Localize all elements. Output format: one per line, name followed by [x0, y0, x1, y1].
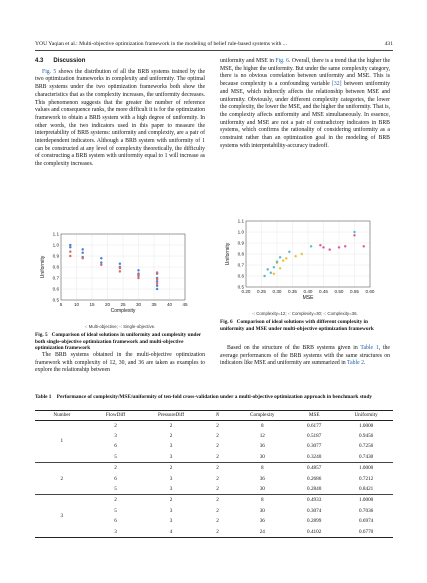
- data-point: [279, 267, 281, 269]
- table-cell: 6: [114, 443, 117, 450]
- paragraph-table-reference: [220, 345, 390, 368]
- x-tick-label: 0.45: [319, 289, 328, 294]
- table-cell: 2: [216, 433, 219, 440]
- col-header: Complexity: [235, 411, 289, 421]
- data-point: [329, 249, 331, 251]
- table-cell: 3: [169, 486, 173, 493]
- table-cell: 2: [216, 486, 219, 493]
- running-header: [35, 41, 393, 47]
- table-cell: 3: [114, 433, 117, 440]
- data-point: [119, 263, 121, 265]
- x-tick-label: 10: [73, 302, 80, 307]
- table-cell: 0.7036: [358, 507, 374, 514]
- col-header: Uniformity: [339, 411, 393, 421]
- table-row: [35, 473, 393, 483]
- data-point: [100, 257, 102, 259]
- data-point: [285, 257, 287, 259]
- table-cell: 0.6177: [289, 420, 339, 431]
- table-cell: 2: [142, 495, 199, 506]
- table-cell: 2: [200, 526, 236, 537]
- y-tick-label: 0.7: [237, 262, 244, 268]
- section-number: 4.3: [35, 58, 44, 64]
- table-cell: 2: [216, 518, 219, 525]
- x-axis-label: Complexity: [110, 308, 136, 314]
- table-cell: 1.0000: [339, 420, 393, 431]
- page-number: 431: [384, 41, 393, 47]
- table-cell: 0.6974: [358, 518, 374, 525]
- table-cell: 2: [142, 463, 199, 474]
- table-cell: 30: [259, 486, 265, 493]
- table-row: [35, 441, 393, 451]
- citation-link[interactable]: [32]: [331, 81, 342, 88]
- fig6-caption: [220, 319, 390, 332]
- data-point: [319, 244, 321, 246]
- table-cell: 3: [169, 475, 173, 482]
- table-cell: 5: [114, 507, 117, 514]
- table-row: [35, 420, 393, 431]
- table-cell: 2: [200, 463, 236, 474]
- data-point: [310, 245, 312, 247]
- table-row: [35, 506, 393, 516]
- table1-label: Table 1: [35, 394, 52, 400]
- text-run: . Overall, there is a trend that the higher the MSE, the higher the uniformity. But under the same complexity category, there is no obvious correlation between uniformity and MSE. This is because complexity is a confounding variable: [220, 58, 391, 88]
- table-cell: 6: [114, 475, 117, 482]
- table-cell: 8: [235, 463, 289, 474]
- table1-caption: [35, 394, 393, 401]
- data-point: [100, 264, 102, 266]
- fig5-label: Fig. 5: [35, 332, 48, 338]
- table-cell: 3: [169, 518, 173, 525]
- table-cell: 24: [235, 526, 289, 537]
- y-tick-label: 0.9: [52, 253, 59, 259]
- data-point: [69, 244, 71, 246]
- data-point: [156, 282, 158, 284]
- y-tick-label: 0.6: [237, 273, 244, 279]
- text-run: Based on the structure of the BRB systems given in: [227, 345, 361, 351]
- y-tick-label: 0.5: [237, 284, 244, 290]
- fig5-caption: [35, 332, 205, 352]
- data-point: [82, 248, 84, 250]
- table-cell: 5: [114, 486, 117, 493]
- table-cell: 2: [169, 433, 173, 440]
- x-tick-label: 0.40: [303, 289, 313, 294]
- y-axis-label: Uniformity: [225, 242, 231, 266]
- table-cell: 0.2899: [307, 518, 322, 525]
- left-column: [35, 58, 205, 169]
- x-tick-label: 25: [120, 302, 126, 307]
- data-point: [273, 273, 275, 275]
- table-cell: 0.7212: [358, 475, 374, 482]
- table-row: [35, 463, 393, 474]
- table-cell: 0.4857: [289, 463, 339, 474]
- y-tick-label: 1.1: [52, 231, 59, 237]
- paragraph-fig6-discussion: [220, 58, 390, 150]
- data-point: [156, 278, 158, 280]
- figure-5: [35, 228, 205, 352]
- data-point: [295, 255, 297, 257]
- data-point: [82, 257, 84, 259]
- right-column: [220, 58, 390, 150]
- section-title: Discussion: [53, 58, 86, 64]
- x-tick-label: 40: [166, 302, 173, 307]
- text-run: uniformity and MSE in: [220, 58, 276, 64]
- col-header: PressureDiff: [142, 411, 199, 421]
- data-point: [100, 262, 102, 264]
- table-cell: 6: [114, 518, 117, 525]
- col-header: MSE: [289, 411, 339, 421]
- table-row: [35, 526, 393, 537]
- data-point: [301, 253, 303, 255]
- fig5-scatter-plot: [35, 228, 205, 318]
- data-point: [156, 288, 158, 290]
- y-tick-label: 1.1: [237, 218, 244, 224]
- data-point: [288, 251, 290, 253]
- x-axis-label: MSE: [302, 295, 314, 301]
- data-point: [363, 245, 365, 247]
- x-tick-label: 0.25: [257, 289, 266, 294]
- text-run: between uniformity and MSE, which indirectly affects the relationship between MSE and uniformity. Obviously, under different complexity categories, the lower the complexity, the lower the MSE, and the higher the uniformity. That is, the complexity affects uniformity and MSE simultaneously. In essence, uniformity and MSE are not a pair of contradictory indicators in BRB systems, which confirms the rationality of considering uniformity as a constraint rather than an optimization goal in the modeling of BRB systems with interpretability-accuracy tradeoff.: [220, 81, 391, 149]
- table-cell: 3: [169, 453, 173, 460]
- table-cell: 0.2686: [307, 475, 322, 482]
- table-row: [35, 495, 393, 506]
- data-point: [279, 256, 281, 258]
- fig5-link[interactable]: Fig. 5: [42, 68, 57, 75]
- table-cell: 36: [259, 475, 265, 482]
- table-cell: 2: [216, 507, 219, 514]
- data-point: [353, 234, 355, 236]
- table-row: [35, 431, 393, 441]
- data-point: [69, 251, 71, 253]
- data-point: [119, 270, 121, 272]
- data-point: [264, 275, 266, 277]
- paragraph-fig5-discussion: [35, 69, 205, 169]
- y-tick-label: 0.8: [52, 264, 59, 270]
- table-cell: 4: [142, 526, 199, 537]
- y-axis-label: Uniformity: [40, 255, 46, 279]
- table-cell: 2: [216, 475, 219, 482]
- fig6-label: Fig. 6: [220, 319, 233, 325]
- fig6-legend: ◦: Complexity=12; ◦: Complexity=30; ◦: Complexity=36.: [252, 311, 358, 316]
- table-cell: 30: [259, 507, 265, 514]
- table-cell: 36: [259, 443, 265, 450]
- data-point: [69, 246, 71, 248]
- y-tick-label: 0.5: [52, 297, 59, 303]
- x-tick-label: 5: [59, 302, 63, 307]
- table-row: [35, 452, 393, 463]
- table-cell: 3: [169, 443, 173, 450]
- table-cell: 0.9456: [358, 433, 374, 440]
- table-cell: 2: [200, 495, 236, 506]
- x-tick-label: 35: [151, 302, 157, 307]
- x-tick-label: 0.50: [334, 289, 344, 294]
- table-cell: 2: [216, 443, 219, 450]
- data-point: [282, 260, 284, 262]
- table-cell: 0.8421: [358, 486, 374, 493]
- left-paragraph-2: [35, 352, 205, 375]
- table-cell: 2: [89, 420, 143, 431]
- table-cell: 3: [169, 507, 173, 514]
- section-heading: [35, 58, 205, 66]
- col-header: N: [200, 411, 236, 421]
- table-cell: 0.4933: [289, 495, 339, 506]
- table-header-row: [35, 411, 393, 421]
- table-cell: 2: [89, 463, 143, 474]
- x-tick-label: 20: [104, 302, 111, 307]
- figure-6: [220, 215, 390, 332]
- y-tick-label: 1.0: [237, 229, 244, 235]
- table-cell: 0.7430: [358, 453, 374, 460]
- text-run: .: [364, 360, 366, 367]
- y-tick-label: 0.6: [52, 286, 59, 292]
- table1-caption-text: Performance of complexity/MSE/uniformity of ten-fold cross-validation under a multi-objective optimization approach in benchmark study: [56, 394, 373, 400]
- table-cell: 1.0000: [339, 495, 393, 506]
- table-cell: 0.3077: [307, 443, 322, 450]
- data-point: [267, 268, 269, 270]
- x-tick-label: 15: [89, 302, 95, 307]
- x-tick-label: 0.35: [288, 289, 297, 294]
- right-paragraph-2: [220, 345, 390, 368]
- x-tick-label: 45: [182, 302, 188, 307]
- data-point: [119, 267, 121, 269]
- fig5-legend: ◦: Multi-objective; ◦: Single-objective.: [84, 324, 156, 329]
- table-cell: 2: [200, 420, 236, 431]
- table-cell: 0.2840: [307, 486, 322, 493]
- data-point: [353, 231, 355, 233]
- table-cell-number: 1: [35, 420, 89, 463]
- table-cell: 2: [142, 420, 199, 431]
- data-point: [156, 271, 158, 273]
- table-cell: 0.7256: [358, 443, 374, 450]
- table-cell: 0.5187: [307, 433, 322, 440]
- paragraph-text: The BRB systems obtained in the multi-objective optimization framework with complexity of 12, 30, and 36 are taken as examples to explore the relationship between: [35, 352, 205, 374]
- table-cell: 0.4102: [289, 526, 339, 537]
- paragraph-text: shows the distribution of all the BRB systems trained by the two optimization frameworks in complexity and uniformity. The optimal BRB systems under the two optimization frameworks both show the characteristics that as the complexity increases, the uniformity decreases. This phenomenon suggests that the greater the number of reference values and consequence ranks, the more difficult it is for the optimization framework to obtain a BRB system with a high degree of uniformity. In other words, the two indicators used in this paper to measure the interpretability of BRB systems: uniformity and complexity, are a pair of interdependent indicators. Although a BRB system with uniformity of 1 can be constructed at any level of complexity theoretically, the difficulty of constructing a BRB system with uniformity equal to 1 will increase as the complexity increases.: [35, 68, 206, 168]
- fig6-caption-text: Comparison of ideal solutions with different complexity in uniformity and MSE under multi-objective optimization framework: [220, 319, 374, 332]
- running-title: YOU Yaqian et al.: Multi-objective optimization framework in the modeling of belief rule-based systems with ...: [35, 41, 287, 47]
- data-point: [137, 277, 139, 279]
- col-header: FlowDiff: [89, 411, 143, 421]
- table-cell: 8: [235, 495, 289, 506]
- data-point: [276, 261, 278, 263]
- y-tick-label: 1.0: [52, 242, 59, 248]
- data-point: [156, 280, 158, 282]
- table-cell: 2: [89, 495, 143, 506]
- y-tick-label: 0.7: [52, 275, 59, 281]
- table-cell: 8: [235, 420, 289, 431]
- data-point: [273, 266, 275, 268]
- table-cell: 30: [259, 453, 265, 460]
- x-tick-label: 30: [135, 302, 142, 307]
- table-row: [35, 516, 393, 526]
- table-cell: 2: [216, 453, 219, 460]
- table-cell: 5: [114, 453, 117, 460]
- data-point: [137, 274, 139, 276]
- col-header: Number: [35, 411, 89, 421]
- data-point: [322, 246, 324, 248]
- table-cell: 12: [259, 433, 265, 440]
- table-1: [35, 410, 393, 538]
- x-tick-label: 0.30: [272, 289, 282, 294]
- table-cell-number: 3: [35, 495, 89, 538]
- text-run: , the average performances of the BRB systems with the same structures on indicators like MSE and uniformity are summarized in: [220, 345, 390, 367]
- table-cell: 0.3240: [307, 453, 322, 460]
- table2-link[interactable]: Table 2: [347, 360, 365, 367]
- data-point: [137, 269, 139, 271]
- fig5-caption-text: Comparison of ideal solutions in uniformity and complexity under both single-objective optimization framework and multi-objective optimization framework: [35, 332, 202, 352]
- table1-link[interactable]: Table 1: [360, 345, 379, 351]
- data-point: [156, 285, 158, 287]
- data-point: [69, 255, 71, 257]
- fig6-scatter-plot: [220, 215, 390, 305]
- table-cell-number: 2: [35, 463, 89, 495]
- table-row: [35, 484, 393, 495]
- table-cell: 36: [259, 518, 265, 525]
- data-point: [82, 252, 84, 254]
- data-point: [338, 246, 340, 248]
- data-point: [344, 245, 346, 247]
- table-cell: 0.6770: [339, 526, 393, 537]
- y-tick-label: 0.8: [237, 251, 244, 257]
- x-tick-label: 0.60: [365, 289, 375, 294]
- table-cell: 0.3074: [307, 507, 322, 514]
- fig6-link[interactable]: Fig. 6: [275, 58, 289, 64]
- x-tick-label: 0.55: [350, 289, 359, 294]
- x-tick-label: 0.20: [241, 289, 251, 294]
- table-cell: 3: [89, 526, 143, 537]
- table-cell: 1.0000: [339, 463, 393, 474]
- y-tick-label: 0.9: [237, 240, 244, 246]
- header-rule: [35, 50, 393, 51]
- data-point: [270, 272, 272, 274]
